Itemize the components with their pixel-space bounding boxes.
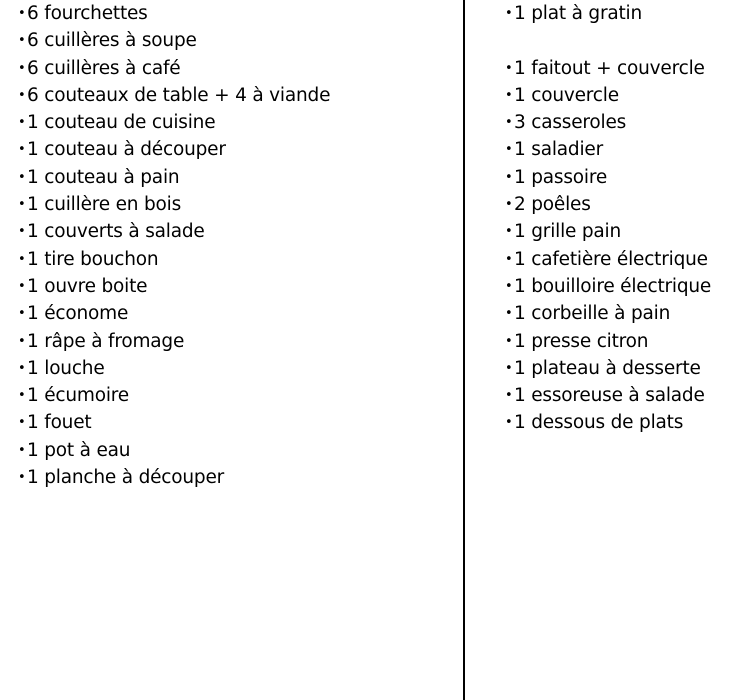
bullet-icon: • [18,60,26,76]
bullet-icon: • [18,142,26,158]
list-item [18,464,448,491]
list-item [505,191,745,218]
list-item-label: 1 couteau à découper [27,139,226,161]
list-item-label: 6 couteaux de table + 4 à viande [27,84,331,106]
list-item-label: 6 fourchettes [27,3,148,24]
list-item [505,246,745,273]
list-item-label: 1 râpe à fromage [27,330,185,352]
list-item [505,109,745,136]
list-item-label: 1 faitout + couvercle [514,57,705,79]
list-item [18,191,448,218]
list-item [18,437,448,464]
bullet-icon: • [505,87,513,103]
list-item [18,27,448,54]
bullet-icon: • [505,197,513,213]
left-inventory-list [18,0,448,491]
list-item [505,409,745,436]
bullet-icon: • [505,6,513,21]
list-item-label: 1 passoire [514,166,608,188]
list-item [505,355,745,382]
bullet-icon: • [505,169,513,185]
list-item [18,55,448,82]
bullet-icon: • [505,60,513,76]
list-item-label: 2 poêles [514,194,591,216]
bullet-icon: • [18,33,26,49]
list-item [505,328,745,355]
list-item [505,300,745,327]
list-item-label: 1 tire bouchon [27,248,159,270]
list-item-label: 1 dessous de plats [514,412,684,434]
list-item-label: 1 corbeille à pain [514,303,671,325]
list-item-label: 1 économe [27,303,129,325]
bullet-icon: • [505,415,513,431]
list-item [18,300,448,327]
list-item-label: 1 écumoire [27,385,129,407]
list-item-label: 1 ouvre boite [27,275,148,297]
bullet-icon: • [18,470,26,486]
bullet-icon: • [505,115,513,131]
bullet-icon: • [18,169,26,185]
bullet-icon: • [505,360,513,376]
right-inventory-list [505,0,745,437]
bullet-icon: • [18,115,26,131]
bullet-icon: • [505,251,513,267]
bullet-icon: • [18,442,26,458]
list-item-label: 1 plat à gratin [514,3,643,24]
column-divider [463,0,465,700]
list-item-label: 1 couvercle [514,84,619,106]
bullet-icon: • [18,6,26,21]
list-item [18,246,448,273]
list-item [18,273,448,300]
bullet-icon: • [18,333,26,349]
list-item-label: 1 couverts à salade [27,221,205,243]
list-item [505,164,745,191]
list-item-label: 1 cafetière électrique [514,248,708,270]
bullet-icon: • [18,306,26,322]
list-item [18,218,448,245]
list-item [18,136,448,163]
bullet-icon: • [505,278,513,294]
list-item [505,382,745,409]
list-item [18,109,448,136]
list-item [18,82,448,109]
bullet-icon: • [505,333,513,349]
bullet-icon: • [18,87,26,103]
bullet-icon: • [18,415,26,431]
bullet-icon: • [18,224,26,240]
bullet-icon: • [505,306,513,322]
list-spacer [505,27,745,54]
list-item [18,328,448,355]
bullet-icon: • [18,278,26,294]
list-item [18,409,448,436]
list-item [505,82,745,109]
bullet-icon: • [505,388,513,404]
list-item [505,273,745,300]
list-item-label: 1 plateau à desserte [514,357,701,379]
list-item-label: 1 pot à eau [27,439,131,461]
list-item-label: 1 cuillère en bois [27,194,182,216]
list-item [18,355,448,382]
list-item [18,0,448,27]
bullet-icon: • [505,142,513,158]
list-item-label: 1 essoreuse à salade [514,385,705,407]
list-item [18,382,448,409]
list-item-label: 6 cuillères à café [27,57,181,79]
list-item-label: 1 couteau de cuisine [27,112,216,134]
list-item [505,218,745,245]
list-item-label: 1 grille pain [514,221,622,243]
list-item-label: 1 saladier [514,139,603,161]
list-item [505,55,745,82]
list-item [18,164,448,191]
list-item-label: 1 planche à découper [27,467,225,489]
list-item-label: 3 casseroles [514,112,627,134]
list-item-label: 1 presse citron [514,330,649,352]
list-item [505,136,745,163]
list-item-label: 1 fouet [27,412,92,434]
list-item [505,0,745,27]
bullet-icon: • [18,388,26,404]
bullet-icon: • [18,251,26,267]
bullet-icon: • [505,224,513,240]
list-item-label: 1 louche [27,357,105,379]
list-item-label: 6 cuillères à soupe [27,30,197,52]
bullet-icon: • [18,360,26,376]
list-item-label: 1 bouilloire électrique [514,275,712,297]
bullet-icon: • [18,197,26,213]
list-item-label: 1 couteau à pain [27,166,180,188]
